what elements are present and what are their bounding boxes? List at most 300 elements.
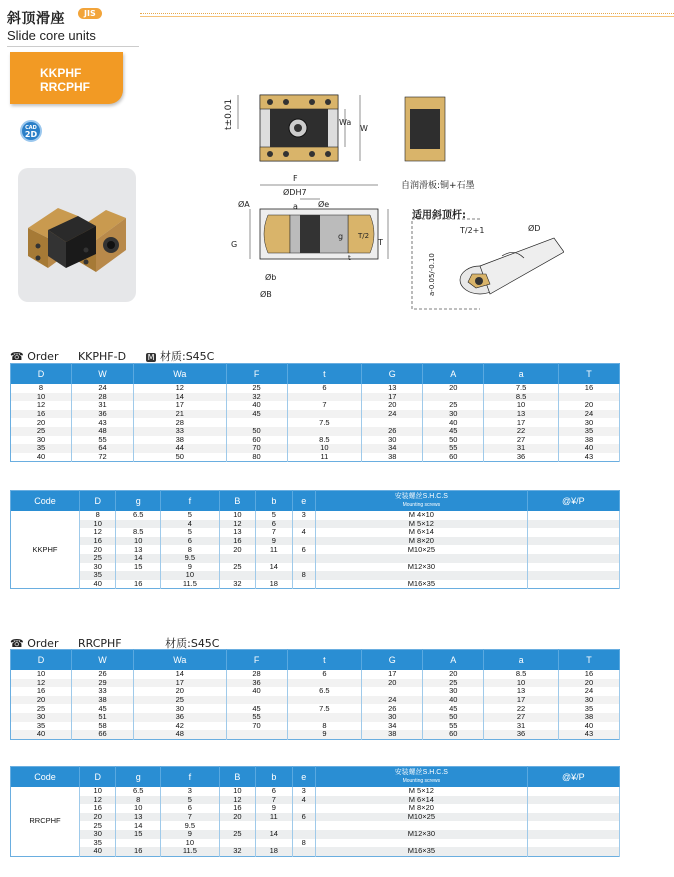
table-cell (292, 554, 315, 563)
table-cell: 4 (292, 528, 315, 537)
col-header: b (256, 767, 292, 788)
col-header: g (116, 491, 161, 512)
table-header (11, 491, 620, 512)
table-cell: M 4×10 (315, 511, 527, 520)
table-row (11, 453, 620, 462)
table-cell: 36 (484, 730, 559, 739)
table-cell: 8 (292, 571, 315, 580)
table-cell: 40 (11, 730, 72, 739)
table-cell: 10 (219, 787, 255, 796)
table-cell: 11.5 (161, 580, 220, 589)
table-cell: 40 (226, 687, 287, 696)
table-cell: 32 (219, 847, 255, 856)
table-cell: 33 (134, 427, 227, 436)
table-cell: 9 (256, 537, 292, 546)
table-cell: 50 (423, 713, 484, 722)
table-cell (527, 528, 619, 537)
order-label-2: Order (27, 637, 59, 650)
table-header (11, 650, 620, 671)
table-cell: 7 (256, 796, 292, 805)
table-cell: 11 (256, 545, 292, 554)
table-cell: 31 (484, 722, 559, 731)
table-cell: 35 (80, 571, 116, 580)
table-cell: 38 (362, 453, 423, 462)
model-kkphf: KKPHF (40, 66, 82, 80)
table-cell: 13 (219, 528, 255, 537)
table-cell: 14 (134, 393, 227, 402)
table-cell (527, 511, 619, 520)
table-cell: 60 (423, 730, 484, 739)
table-cell: 32 (219, 580, 255, 589)
table-cell: 6 (256, 520, 292, 529)
table-cell: 6 (292, 545, 315, 554)
table-cell: 8.5 (287, 436, 362, 445)
col-header: D (80, 767, 116, 788)
table-cell: 6 (287, 384, 362, 393)
table-cell: 17 (362, 393, 423, 402)
col-header: f (161, 491, 220, 512)
table-cell: 40 (80, 847, 116, 856)
table-cell: 17 (134, 679, 227, 688)
table-cell: 5 (161, 796, 220, 805)
table-cell: 12 (134, 384, 227, 393)
col-header: g (116, 767, 161, 788)
table-cell: 38 (558, 436, 619, 445)
table-cell: 18 (256, 580, 292, 589)
col-header: b (256, 491, 292, 512)
table-cell: 13 (484, 687, 559, 696)
table-cell: 13 (362, 384, 423, 393)
table-cell: 5 (256, 511, 292, 520)
product-photo (18, 168, 136, 302)
table-cell: 20 (134, 687, 227, 696)
col-header: a (484, 364, 559, 385)
table-cell: 5 (161, 511, 220, 520)
screw-sub: Mounting screws (402, 502, 441, 508)
table-cell: 8.5 (116, 528, 161, 537)
table-cell: 30 (11, 436, 72, 445)
table-cell: 16 (558, 670, 619, 679)
table-cell: 20 (219, 545, 255, 554)
table-cell: 30 (423, 687, 484, 696)
table-cell: 50 (134, 453, 227, 462)
table-cell: 64 (72, 444, 134, 453)
table-cell: 9.5 (161, 821, 220, 830)
table-cell: 21 (134, 410, 227, 419)
table-cell: 55 (423, 722, 484, 731)
table-cell: 22 (484, 704, 559, 713)
table-cell: 35 (80, 839, 116, 848)
table-cell: 25 (226, 384, 287, 393)
table-cell: 55 (72, 436, 134, 445)
table-cell: RRCPHF (11, 787, 80, 856)
pin-drawing (414, 218, 564, 308)
table-cell: 9.5 (161, 554, 220, 563)
table-row (11, 580, 620, 589)
table-cell: 16 (219, 537, 255, 546)
table-cell: 12 (11, 679, 72, 688)
table-body (11, 384, 620, 462)
table-cell: 24 (362, 696, 423, 705)
table-cell: 20 (362, 401, 423, 410)
table-cell: 4 (292, 796, 315, 805)
pin-t2: T/2+1 (460, 226, 485, 235)
table-cell: 8 (161, 545, 220, 554)
table-cell: 9 (161, 563, 220, 572)
table-cell: 55 (226, 713, 287, 722)
table-cell: 50 (423, 436, 484, 445)
table-cell: 48 (72, 427, 134, 436)
table-cell: 60 (226, 436, 287, 445)
table-cell: 24 (558, 687, 619, 696)
pin-d: ØD (528, 224, 541, 233)
table-cell: 10 (484, 679, 559, 688)
table-cell: 16 (116, 580, 161, 589)
table-cell (292, 580, 315, 589)
dim-wa: Wa (339, 118, 352, 127)
table-cell: 8.5 (484, 393, 559, 402)
screw-sub: Mounting screws (402, 778, 441, 784)
table-cell: 8 (80, 511, 116, 520)
table-cell: 4 (161, 520, 220, 529)
table-cell: 10 (287, 444, 362, 453)
col-header: e (292, 767, 315, 788)
table-cell: 31 (484, 444, 559, 453)
col-header: A (423, 650, 484, 671)
jis-badge: JIS (78, 8, 102, 19)
col-header: t (287, 364, 362, 385)
table-cell: KKPHF (11, 511, 80, 589)
table-cell: 12 (219, 520, 255, 529)
table-body (11, 670, 620, 739)
table-cell: 30 (11, 713, 72, 722)
dim-a-small: a (293, 202, 298, 211)
table-cell: 20 (558, 401, 619, 410)
dim-f: F (293, 174, 298, 183)
table-cell: M 5×12 (315, 787, 527, 796)
table-cell (527, 563, 619, 572)
table-cell: 14 (256, 830, 292, 839)
table-cell: 3 (161, 787, 220, 796)
table-cell: 13 (116, 545, 161, 554)
col-header: Code (11, 767, 80, 788)
table-cell: 45 (423, 704, 484, 713)
pin-a: a-0.05/-0.10 (428, 253, 436, 296)
table-cell: 40 (558, 444, 619, 453)
table-cell: 6 (256, 787, 292, 796)
dim-a-big: ØA (238, 200, 250, 209)
table-cell: 24 (72, 384, 134, 393)
table-cell: 30 (558, 418, 619, 427)
table-cell (527, 520, 619, 529)
table-cell: 43 (558, 453, 619, 462)
table-cell (527, 839, 619, 848)
order-code-1: KKPHF-D (77, 350, 127, 363)
table-cell: 3 (292, 787, 315, 796)
col-header: Wa (134, 364, 227, 385)
phone-icon: ☎ (10, 637, 24, 650)
table-cell: 10 (11, 670, 72, 679)
table-cell: 17 (484, 696, 559, 705)
col-header: F (226, 364, 287, 385)
table-cell: M 8×20 (315, 804, 527, 813)
table-cell: 8 (287, 722, 362, 731)
table-cell: 9 (161, 830, 220, 839)
table-cell: 20 (80, 545, 116, 554)
model-badge (10, 52, 123, 104)
table-header (11, 364, 620, 385)
page-title-cn: 斜顶滑座 (7, 11, 65, 27)
table-cell: 72 (72, 453, 134, 462)
table-cell (527, 571, 619, 580)
table-cell: M 8×20 (315, 537, 527, 546)
table-cell: 11 (256, 813, 292, 822)
table-cell: 32 (226, 393, 287, 402)
table-cell (527, 796, 619, 805)
col-header: G (362, 650, 423, 671)
table-cell: 33 (72, 687, 134, 696)
table-cell (527, 580, 619, 589)
dim-dh7: ØDH7 (283, 188, 307, 197)
table-cell: 16 (80, 537, 116, 546)
table-cell: 11.5 (161, 847, 220, 856)
table-cell: 7.5 (287, 704, 362, 713)
table-cell: 6.5 (287, 687, 362, 696)
table-cell: 25 (11, 704, 72, 713)
table-cell: 28 (226, 670, 287, 679)
table-cell (527, 804, 619, 813)
table-cell: 20 (423, 670, 484, 679)
table-cell: 25 (134, 696, 227, 705)
table-cell: 8 (292, 839, 315, 848)
table-cell: 15 (116, 830, 161, 839)
dim-e: Øe (318, 200, 330, 209)
col-header: D (11, 650, 72, 671)
dim-b-big: ØB (260, 290, 272, 299)
table-cell: 6 (161, 804, 220, 813)
table-cell (527, 813, 619, 822)
table-cell: 16 (219, 804, 255, 813)
table-cell: 20 (219, 813, 255, 822)
table-cell: 38 (362, 730, 423, 739)
col-header: F (226, 650, 287, 671)
col-header: t (287, 650, 362, 671)
table-cell: 30 (558, 696, 619, 705)
table-cell: 9 (256, 804, 292, 813)
table-cell: 15 (116, 563, 161, 572)
page-title-en: Slide core units (7, 28, 96, 43)
table-cell (527, 537, 619, 546)
table-cell: 10 (219, 511, 255, 520)
order-line-1 (10, 348, 214, 364)
top-divider (140, 13, 674, 14)
table-cell: 40 (423, 418, 484, 427)
table-cell: 6 (161, 537, 220, 546)
table-cell: 43 (558, 730, 619, 739)
table-cell: 35 (11, 722, 72, 731)
screw-header: 安装螺丝S.H.C.S (394, 769, 448, 776)
table-cell: M10×25 (315, 545, 527, 554)
table-cell: 36 (226, 679, 287, 688)
table-cell: 7.5 (287, 418, 362, 427)
material-1: 材质:S45C (159, 350, 215, 363)
table-cell: 26 (362, 704, 423, 713)
table-cell: 10 (161, 839, 220, 848)
table-cell: 25 (11, 427, 72, 436)
table-cell (226, 730, 287, 739)
table-cell: 28 (134, 418, 227, 427)
col-header: G (362, 364, 423, 385)
table-cell: 8.5 (484, 670, 559, 679)
table-cell: 7 (161, 813, 220, 822)
table-cell: 7 (256, 528, 292, 537)
table-cell: 40 (80, 580, 116, 589)
table-cell (292, 821, 315, 830)
table-cell: 9 (287, 730, 362, 739)
table-cell: M16×35 (315, 580, 527, 589)
table-cell: 25 (80, 821, 116, 830)
table-cell: 10 (80, 787, 116, 796)
spec-table-rrcphf (10, 766, 620, 857)
table-cell (527, 554, 619, 563)
table-cell: 16 (116, 847, 161, 856)
table-cell: 17 (484, 418, 559, 427)
table-cell: 25 (423, 401, 484, 410)
spec-table-kkphf (10, 490, 620, 589)
table-cell: 12 (80, 528, 116, 537)
table-cell: 34 (362, 722, 423, 731)
col-header: a (484, 650, 559, 671)
table-cell: 80 (226, 453, 287, 462)
table-cell: 36 (72, 410, 134, 419)
table-cell: 20 (558, 679, 619, 688)
table-body (11, 511, 620, 589)
table-cell: 10 (11, 393, 72, 402)
table-cell: 58 (72, 722, 134, 731)
table-cell: 38 (558, 713, 619, 722)
table-cell: 36 (134, 713, 227, 722)
table-cell: 8 (116, 796, 161, 805)
table-cell: 42 (134, 722, 227, 731)
table-cell (527, 787, 619, 796)
table-cell: M12×30 (315, 563, 527, 572)
table-cell: 29 (72, 679, 134, 688)
order-label-1: Order (27, 350, 59, 363)
table-cell: 44 (134, 444, 227, 453)
table-cell: 18 (256, 847, 292, 856)
table-cell: 22 (484, 427, 559, 436)
table-cell: 25 (219, 830, 255, 839)
table-cell: 14 (256, 563, 292, 572)
table-cell: 45 (226, 704, 287, 713)
table-cell: 30 (134, 704, 227, 713)
table-cell: 7 (287, 401, 362, 410)
table-cell (527, 545, 619, 554)
col-header: f (161, 767, 220, 788)
table-cell: 20 (362, 679, 423, 688)
table-body (11, 787, 620, 856)
screw-header: 安装螺丝S.H.C.S (394, 493, 448, 500)
table-cell: M10×25 (315, 813, 527, 822)
table-cell: 70 (226, 444, 287, 453)
table-cell: 10 (116, 804, 161, 813)
dim-t2: T/2 (358, 232, 370, 240)
col-header: W (72, 364, 134, 385)
table-cell: 40 (423, 696, 484, 705)
table-cell: 13 (484, 410, 559, 419)
col-header: Code (11, 491, 80, 512)
table-cell: 45 (226, 410, 287, 419)
dim-t-small: t (348, 254, 351, 262)
table-cell: 48 (134, 730, 227, 739)
dim-b-small: Øb (265, 273, 277, 282)
table-cell: 45 (423, 427, 484, 436)
cad-2d-label: 2D (24, 130, 38, 139)
table-cell: 27 (484, 436, 559, 445)
table-cell: 20 (80, 813, 116, 822)
table-cell: 16 (11, 410, 72, 419)
table-cell: 10 (116, 537, 161, 546)
table-cell: 5 (161, 528, 220, 537)
table-cell: 6.5 (116, 511, 161, 520)
table-cell: 25 (219, 563, 255, 572)
tol-label: t±0.01 (224, 98, 234, 130)
col-header: Wa (134, 650, 227, 671)
table-cell: 40 (558, 722, 619, 731)
dim-g-big: G (231, 240, 238, 249)
table-cell: 60 (423, 453, 484, 462)
table-cell: 35 (558, 704, 619, 713)
dim-w: W (360, 124, 368, 133)
table-cell: 30 (423, 410, 484, 419)
table-cell: 13 (116, 813, 161, 822)
table-cell: 24 (558, 410, 619, 419)
top-divider-2 (140, 16, 674, 17)
table-cell: 35 (11, 444, 72, 453)
dim-g-small: g (338, 232, 344, 241)
cad-2d-icon[interactable] (20, 120, 42, 142)
cad-label: CAD (25, 125, 37, 131)
model-rrcphf: RRCPHF (40, 80, 90, 94)
title-underline (7, 46, 139, 47)
phone-icon: ☎ (10, 350, 24, 363)
table-cell: 10 (161, 571, 220, 580)
table-cell: M 5×12 (315, 520, 527, 529)
col-header: D (80, 491, 116, 512)
table-cell: 17 (134, 401, 227, 410)
table-cell: 6.5 (116, 787, 161, 796)
table-cell: 14 (134, 670, 227, 679)
table-cell: 30 (80, 563, 116, 572)
table-cell: 26 (72, 670, 134, 679)
col-header: B (219, 767, 255, 788)
table-cell: 12 (219, 796, 255, 805)
table-cell: 10 (80, 520, 116, 529)
table-cell: 16 (558, 384, 619, 393)
table-row (11, 847, 620, 856)
col-header-screw (315, 767, 527, 788)
table-cell: 7.5 (484, 384, 559, 393)
order-code-2: RRCPHF (77, 637, 122, 650)
table-cell: 35 (558, 427, 619, 436)
table-header (11, 767, 620, 788)
col-header: D (11, 364, 72, 385)
spec-table-rrcphf-d (10, 649, 620, 740)
table-cell: 34 (362, 444, 423, 453)
table-cell: 40 (226, 401, 287, 410)
table-cell: 20 (11, 696, 72, 705)
material-icon: M (147, 353, 155, 362)
